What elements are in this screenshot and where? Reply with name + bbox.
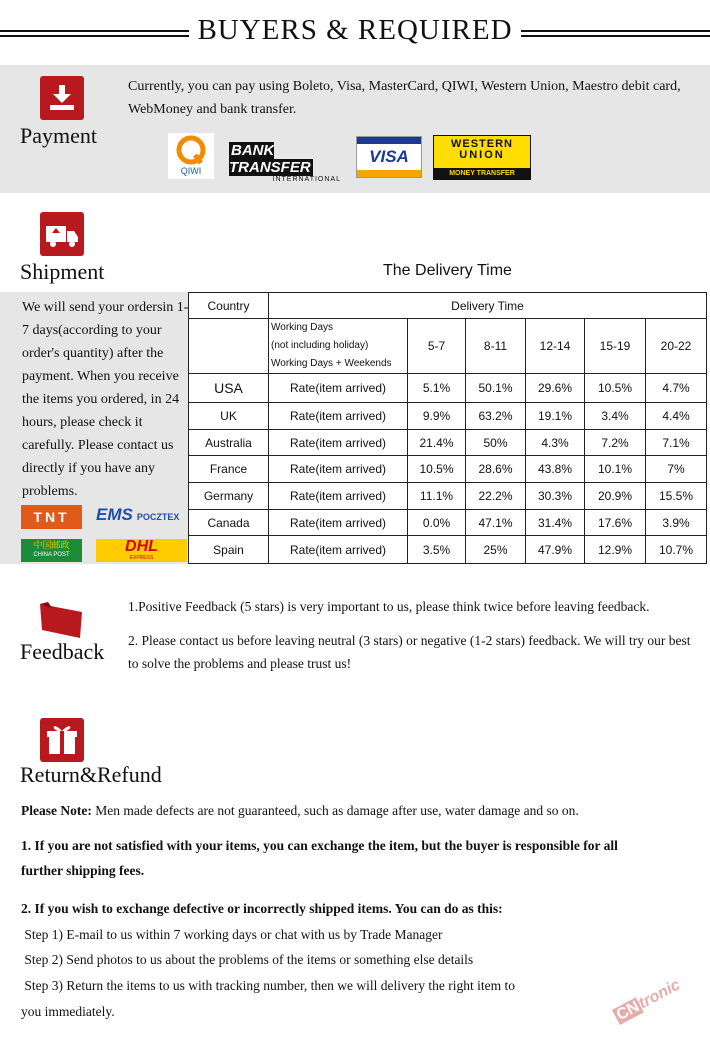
percent-cell: 3.4%	[585, 403, 646, 430]
refund-note	[21, 799, 579, 822]
china-post-label: 中国邮政	[33, 540, 70, 550]
gift-icon	[40, 718, 84, 762]
percent-cell: 20.9%	[585, 483, 646, 510]
percent-cell: 0.0%	[408, 510, 466, 536]
qiwi-label: QIWI	[180, 166, 202, 176]
percent-cell: 4.4%	[646, 403, 707, 430]
table-row	[189, 403, 707, 430]
watermark-cn: CN	[613, 998, 643, 1025]
percent-cell: 4.7%	[646, 374, 707, 403]
percent-cell: 4.3%	[526, 430, 585, 456]
payment-title: Payment	[20, 123, 97, 148]
tnt-label: TNT	[33, 509, 70, 525]
range-header: 12-14	[526, 319, 585, 374]
percent-cell: 50%	[466, 430, 526, 456]
percent-cell: 10.5%	[585, 374, 646, 403]
bank-transfer-label	[229, 142, 341, 176]
col-header-delivery: Delivery Time	[269, 293, 707, 319]
table-row	[189, 456, 707, 483]
percent-cell: 25%	[466, 536, 526, 564]
table-row	[189, 430, 707, 456]
refund-point-2: 2. If you wish to exchange defective or incorrectly shipped items. You can do as this:	[21, 901, 503, 916]
china-post-logo	[21, 539, 82, 562]
bank-transfer-sub: INTERNATIONAL	[272, 176, 341, 183]
percent-cell: 50.1%	[466, 374, 526, 403]
delivery-table-title: The Delivery Time	[383, 262, 512, 279]
country-cell: Australia	[189, 430, 269, 456]
truck-icon	[40, 212, 84, 256]
wd-line: Working Days + Weekends	[271, 358, 392, 369]
refund-title: Return&Refund	[20, 762, 162, 787]
watermark-brand: tronic	[635, 976, 684, 1013]
wd-line: (not including holiday)	[271, 340, 369, 351]
refund-note-text: Men made defects are not guaranteed, such as damage after use, water damage and so on.	[91, 803, 579, 818]
percent-cell: 30.3%	[526, 483, 585, 510]
flag-icon	[38, 600, 86, 640]
dhl-sub-label: EXPRESS	[129, 555, 154, 561]
visa-label: VISA	[369, 147, 409, 166]
percent-cell: 63.2%	[466, 403, 526, 430]
page-title: BUYERS & REQUIRED	[0, 14, 710, 47]
rate-cell: Rate(item arrived)	[269, 374, 408, 403]
wu-mid: UNION	[459, 149, 505, 161]
refund-point-1: 1. If you are not satisfied with your items, you can exchange the item, but the buyer is responsible for all further shipping fees.	[21, 838, 618, 878]
china-post-en: CHINA POST	[33, 552, 70, 558]
rate-cell: Rate(item arrived)	[269, 536, 408, 564]
table-row	[189, 483, 707, 510]
rate-cell: Rate(item arrived)	[269, 430, 408, 456]
percent-cell: 11.1%	[408, 483, 466, 510]
refund-step-1: Step 1) E-mail to us within 7 working days or chat with us by Trade Manager	[21, 927, 443, 942]
bank-word: BANK TRANSFER	[229, 142, 311, 176]
tnt-logo	[21, 505, 82, 529]
percent-cell: 29.6%	[526, 374, 585, 403]
rate-cell: Rate(item arrived)	[269, 456, 408, 483]
qiwi-logo	[168, 133, 214, 179]
dhl-label: DHL	[125, 538, 158, 555]
range-header: 8-11	[466, 319, 526, 374]
rate-cell: Rate(item arrived)	[269, 483, 408, 510]
feedback-title: Feedback	[20, 639, 105, 664]
percent-cell: 10.5%	[408, 456, 466, 483]
empty-cell	[189, 319, 269, 374]
percent-cell: 3.9%	[646, 510, 707, 536]
percent-cell: 17.6%	[585, 510, 646, 536]
percent-cell: 19.1%	[526, 403, 585, 430]
percent-cell: 7%	[646, 456, 707, 483]
percent-cell: 12.9%	[585, 536, 646, 564]
refund-step-3-cont: you immediately.	[21, 1004, 115, 1019]
percent-cell: 10.7%	[646, 536, 707, 564]
ems-sub-label: POCZTEX	[136, 512, 180, 522]
payment-text: Currently, you can pay using Boleto, Visa, MasterCard, QIWI, Western Union, Maestro debit card, WebMoney and bank transfer.	[128, 79, 681, 117]
country-cell: Canada	[189, 510, 269, 536]
rate-cell: Rate(item arrived)	[269, 510, 408, 536]
percent-cell: 31.4%	[526, 510, 585, 536]
dhl-logo	[96, 539, 187, 562]
percent-cell: 47.1%	[466, 510, 526, 536]
percent-cell: 43.8%	[526, 456, 585, 483]
refund-note-label: Please Note:	[21, 803, 92, 818]
table-row	[189, 536, 707, 564]
shipment-text: We will send your ordersin 1-7 days(according to your order's quantity) after the payment. When you receive the items you ordered, in 24 hours, please check it carefully. Please contact us directly if you have any problems.	[22, 300, 189, 499]
rate-cell: Rate(item arrived)	[269, 403, 408, 430]
ems-label: EMS	[96, 505, 133, 524]
delivery-table-body	[189, 374, 707, 564]
bank-transfer-logo	[229, 142, 341, 183]
percent-cell: 15.5%	[646, 483, 707, 510]
range-header: 20-22	[646, 319, 707, 374]
wu-top: WESTERN	[451, 138, 513, 150]
feedback-point-2: 2. Please contact us before leaving neutral (3 stars) or negative (1-2 stars) feedback. We will try our best to solve the problems and please trust us!	[128, 633, 691, 671]
watermark-logo	[612, 976, 684, 1025]
ems-logo	[96, 505, 188, 529]
country-cell: Spain	[189, 536, 269, 564]
country-cell: USA	[189, 374, 269, 403]
range-header: 15-19	[585, 319, 646, 374]
table-row	[189, 374, 707, 403]
percent-cell: 10.1%	[585, 456, 646, 483]
percent-cell: 7.1%	[646, 430, 707, 456]
wu-bottom: MONEY TRANSFER	[434, 168, 530, 179]
range-header: 5-7	[408, 319, 466, 374]
percent-cell: 22.2%	[466, 483, 526, 510]
percent-cell: 9.9%	[408, 403, 466, 430]
feedback-point-1: 1.Positive Feedback (5 stars) is very important to us, please think twice before leaving feedback.	[128, 599, 650, 614]
country-cell: UK	[189, 403, 269, 430]
col-header-country: Country	[189, 293, 269, 319]
western-union-logo	[433, 135, 531, 180]
percent-cell: 3.5%	[408, 536, 466, 564]
country-cell: Germany	[189, 483, 269, 510]
percent-cell: 7.2%	[585, 430, 646, 456]
shipment-title: Shipment	[20, 259, 105, 284]
wd-line: Working Days	[271, 322, 334, 333]
percent-cell: 21.4%	[408, 430, 466, 456]
percent-cell: 5.1%	[408, 374, 466, 403]
percent-cell: 28.6%	[466, 456, 526, 483]
download-icon	[40, 76, 84, 120]
refund-step-3: Step 3) Return the items to us with tracking number, then we will delivery the right item to	[21, 978, 515, 993]
table-row	[189, 510, 707, 536]
delivery-table	[188, 292, 707, 564]
percent-cell: 47.9%	[526, 536, 585, 564]
country-cell: France	[189, 456, 269, 483]
refund-step-2: Step 2) Send photos to us about the problems of the items or something else details	[21, 952, 474, 967]
working-days-cell	[269, 319, 408, 374]
visa-logo	[356, 136, 422, 178]
